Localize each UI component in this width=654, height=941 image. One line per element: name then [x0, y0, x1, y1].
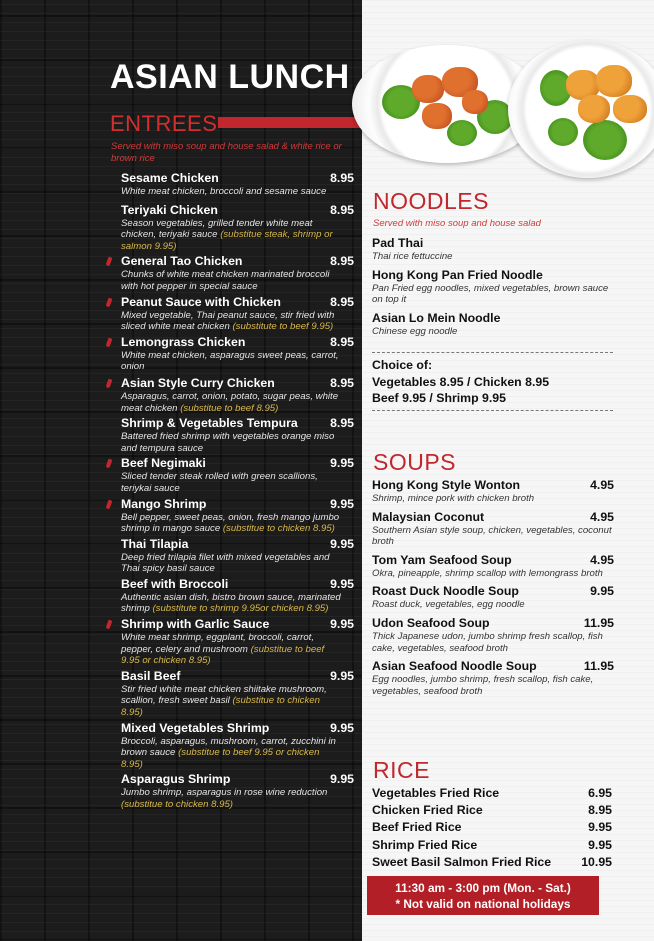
soup-price: 9.95: [590, 584, 614, 599]
rice-price: 9.95: [588, 820, 612, 835]
soups-heading: SOUPS: [373, 449, 457, 475]
soup-price: 11.95: [583, 615, 614, 630]
entree-name: Basil Beef: [121, 668, 181, 683]
entree-desc-text: White meat chicken, asparagus sweet peas, carrot, onion: [121, 349, 339, 373]
entree-desc-text: Authentic asian dish, bistro brown sauce, marinated shrimp: [121, 591, 341, 615]
soups-list: [372, 478, 614, 697]
spicy-pepper-icon: [106, 297, 113, 307]
soup-name: Tom Yam Seafood Soup: [372, 552, 512, 567]
noodle-row: [372, 311, 614, 326]
entree-row: [121, 295, 354, 310]
entree-price: 8.95: [330, 254, 354, 269]
entree-description: [121, 269, 341, 292]
entree-item: [104, 416, 354, 454]
spicy-pepper-icon: [106, 257, 113, 267]
soup-row: [372, 659, 614, 674]
entree-desc-text: Chunks of white meat chicken marinated broccoli with hot pepper in special sauce: [121, 269, 330, 292]
entree-item: [104, 721, 354, 771]
spicy-pepper-icon: [106, 379, 113, 389]
entree-name: Mixed Vegetables Shrimp: [121, 720, 270, 735]
entree-description: [121, 310, 341, 333]
entree-name: General Tao Chicken: [121, 254, 243, 269]
entree-description: [121, 471, 341, 494]
soup-description: Thick Japanese udon, jumbo shrimp fresh scallop, fish cake, vegetables, seafood broth: [372, 630, 603, 654]
entree-row: [121, 456, 354, 471]
entree-description: [121, 186, 341, 198]
entree-row: [121, 203, 354, 218]
noodle-description: Pan Fried egg noodles, mixed vegetables, brown sauce on top it: [372, 282, 609, 306]
entree-description: [121, 736, 341, 771]
spicy-pepper-icon: [106, 337, 113, 347]
noodles-list: [372, 236, 614, 337]
entree-price: 9.95: [330, 772, 354, 787]
entree-row: [121, 617, 354, 632]
entree-item: [104, 376, 354, 414]
entree-name: Sesame Chicken: [121, 171, 219, 185]
rice-price: 8.95: [588, 803, 612, 818]
entrees-served-note: Served with miso soup and house salad & white rice or brown rice: [111, 141, 342, 164]
entree-item: [104, 203, 354, 253]
entrees-heading: ENTREES: [110, 111, 218, 136]
entree-price: 9.95: [330, 576, 354, 591]
rice-name: Chicken Fried Rice: [372, 803, 483, 818]
entree-substitute: (substitue to chicken 8.95): [222, 523, 335, 535]
soup-description: Egg noodles, jumbo shrimp, fresh scallop, fish cake, vegetables, seafood broth: [372, 674, 594, 697]
entree-name: Asparagus Shrimp: [121, 772, 231, 787]
soup-item: [372, 584, 614, 611]
entree-desc-text: White meat chicken, broccoli and sesame sauce: [121, 186, 327, 197]
soup-item: [372, 616, 614, 654]
noodle-row: [372, 236, 614, 251]
entree-desc-text: Battered fried shrimp with vegetables orange miso and tempura sauce: [121, 431, 335, 454]
entree-row: [121, 721, 354, 736]
choice-line-1: Vegetables 8.95 / Chicken 8.95: [372, 374, 550, 389]
soup-name: Hong Kong Style Wonton: [372, 478, 520, 492]
noodles-heading: NOODLES: [373, 188, 489, 214]
rice-price: 10.95: [581, 854, 612, 869]
entree-row: [121, 772, 354, 787]
entree-item: [104, 577, 354, 615]
entree-name: Thai Tilapia: [121, 536, 189, 551]
entrees-heading-bar: [218, 117, 362, 128]
entree-item: [104, 171, 354, 198]
noodle-row: [372, 268, 614, 283]
rice-item: [372, 819, 612, 836]
noodle-name: Hong Kong Pan Fried Noodle: [372, 267, 543, 282]
entree-price: 8.95: [330, 294, 354, 309]
entree-description: [121, 512, 341, 535]
entree-substitute: (substitue to beef 9.95 or chicken 8.95): [121, 747, 320, 770]
soup-item: [372, 553, 614, 580]
entree-price: 8.95: [330, 202, 354, 217]
entree-desc-text: Mixed vegetable, Thai peanut sauce, stir fried with sliced white meat chicken: [121, 309, 335, 333]
soup-row: [372, 553, 614, 568]
entree-name: Mango Shrimp: [121, 496, 207, 511]
entree-row: [121, 335, 354, 350]
rice-item: [372, 837, 612, 854]
entree-item: [104, 669, 354, 719]
rice-item: [372, 802, 612, 819]
entree-name: Shrimp with Garlic Sauce: [121, 617, 270, 632]
entree-desc-text: Bell pepper, sweet peas, onion, fresh mango jumbo shrimp in mango sauce: [121, 511, 340, 535]
entree-price: 8.95: [330, 171, 354, 185]
entree-name: Beef Negimaki: [121, 456, 206, 471]
entree-row: [121, 171, 354, 186]
entree-price: 9.95: [330, 617, 354, 632]
soup-price: 11.95: [583, 659, 614, 674]
rice-name: Shrimp Fried Rice: [372, 837, 478, 852]
entrees-list: [104, 171, 354, 811]
entree-row: [121, 537, 354, 552]
spicy-pepper-icon: [106, 459, 113, 469]
spicy-pepper-icon: [106, 499, 113, 509]
noodle-name: Asian Lo Mein Noodle: [372, 310, 501, 325]
entree-desc-text: White meat shrimp, eggplant, broccoli, carrot, pepper, celery and mushroom: [121, 632, 315, 655]
entree-price: 9.95: [330, 668, 354, 683]
entree-desc-text: Sliced tender steak rolled with green scallions, teriykai sauce: [121, 471, 318, 494]
entree-name: Lemongrass Chicken: [121, 334, 246, 349]
soup-price: 4.95: [590, 509, 614, 524]
soup-row: [372, 616, 614, 631]
rice-item: [372, 854, 612, 871]
soup-description: Okra, pineapple, shrimp scallop with lemongrass broth: [372, 567, 603, 579]
entree-price: 8.95: [330, 334, 354, 349]
entree-desc-text: Stir fried white meat chicken shiitake mushroom, scallion, fresh sweet basil: [121, 683, 327, 707]
entree-item: [104, 497, 354, 535]
soup-name: Asian Seafood Noodle Soup: [372, 659, 537, 674]
soup-name: Roast Duck Noodle Soup: [372, 584, 519, 599]
entree-item: [104, 254, 354, 292]
soup-row: [372, 584, 614, 599]
entree-item: [104, 617, 354, 667]
noodle-description: Thai rice fettuccine: [372, 251, 453, 262]
entree-description: [121, 391, 341, 414]
entree-name: Beef with Broccoli: [121, 576, 229, 591]
entree-description: [121, 684, 341, 719]
entree-substitute: (substitute to shrimp 9.95or chicken 8.95): [152, 603, 329, 615]
soup-item: [372, 478, 614, 505]
entree-item: [104, 537, 354, 575]
entree-substitute: (substitue steak, shrimp or salmon 9.95): [121, 229, 333, 252]
entree-description: [121, 632, 341, 667]
soup-price: 4.95: [590, 552, 614, 567]
entree-desc-text: Season vegetables, grilled tender white meat chicken, teriyaki sauce: [121, 217, 313, 241]
entree-row: [121, 254, 354, 269]
soup-name: Malaysian Coconut: [372, 509, 485, 524]
entree-item: [104, 772, 354, 810]
entree-substitute: (substitue to beef 9.95 or chicken 8.95): [121, 643, 325, 667]
noodle-item: [372, 268, 614, 306]
entree-substitute: (substitue to beef 8.95): [180, 402, 279, 414]
entree-item: [104, 456, 354, 494]
entree-desc-text: Broccoli, asparagus, mushroom, carrot, zucchini in brown sauce: [121, 735, 336, 759]
entree-price: 9.95: [330, 720, 354, 735]
choice-line-2: Beef 9.95 / Shrimp 9.95: [372, 391, 506, 405]
entree-row: [121, 416, 354, 431]
rice-price: 6.95: [588, 786, 612, 800]
entree-desc-text: Deep fried trilapia filet with mixed vegetables and Thai spicy basil sauce: [121, 551, 330, 575]
holiday-note: * Not valid on national holidays: [395, 897, 571, 911]
soup-item: [372, 659, 614, 697]
entree-name: Asian Style Curry Chicken: [121, 375, 275, 390]
entree-row: [121, 497, 354, 512]
noodle-name: Pad Thai: [372, 236, 424, 250]
entree-substitute: (substitue to chicken 8.95): [121, 695, 320, 719]
entree-price: 9.95: [330, 536, 354, 551]
entree-desc-text: Jumbo shrimp, asparagus in rose wine reduction: [121, 787, 328, 799]
soup-description: Southern Asian style soup, chicken, vegetables, coconut broth: [372, 524, 612, 548]
entree-name: Peanut Sauce with Chicken: [121, 294, 281, 309]
spicy-pepper-icon: [106, 620, 113, 630]
soup-name: Udon Seafood Soup: [372, 615, 490, 630]
rice-heading: RICE: [373, 757, 430, 783]
soup-item: [372, 510, 614, 548]
rice-list: [372, 785, 612, 871]
entree-item: [104, 335, 354, 373]
rice-price: 9.95: [588, 837, 612, 852]
noodles-served-note: Served with miso soup and house salad: [373, 218, 541, 229]
noodle-item: [372, 311, 614, 338]
soup-row: [372, 510, 614, 525]
entree-price: 8.95: [330, 375, 354, 390]
entree-description: [121, 350, 341, 373]
soup-description: Roast duck, vegetables, egg noodle: [372, 599, 525, 611]
entree-row: [121, 669, 354, 684]
rice-name: Beef Fried Rice: [372, 820, 462, 835]
entree-price: 9.95: [330, 456, 354, 471]
entree-description: [121, 787, 341, 810]
noodle-description: Chinese egg noodle: [372, 325, 458, 337]
entree-description: [121, 431, 341, 454]
noodles-choice-box: [372, 352, 613, 411]
page-title: ASIAN LUNCH: [110, 58, 350, 96]
entree-item: [104, 295, 354, 333]
entree-description: [121, 218, 341, 253]
entree-name: Shrimp & Vegetables Tempura: [121, 416, 298, 431]
entree-substitute: (substitue to chicken 8.95): [121, 799, 233, 810]
entree-description: [121, 592, 341, 615]
rice-name: Sweet Basil Salmon Fried Rice: [372, 854, 552, 869]
soup-price: 4.95: [590, 478, 614, 492]
soup-description: Shrimp, mince pork with chicken broth: [372, 493, 535, 504]
hours-line: 11:30 am - 3:00 pm (Mon. - Sat.): [395, 881, 571, 895]
soup-row: [372, 478, 614, 493]
entree-desc-text: Asparagus, carrot, onion, potato, sugar peas, white meat chicken: [121, 390, 339, 414]
food-plate-image-2: [508, 40, 654, 178]
entree-row: [121, 376, 354, 391]
choice-label: Choice of:: [372, 358, 433, 372]
entree-price: 9.95: [330, 496, 354, 511]
entree-description: [121, 552, 341, 575]
rice-name: Vegetables Fried Rice: [372, 786, 500, 800]
entree-name: Teriyaki Chicken: [121, 202, 218, 217]
noodle-item: [372, 236, 614, 263]
entree-row: [121, 577, 354, 592]
lunch-hours-banner: [367, 876, 599, 915]
entree-price: 8.95: [330, 416, 354, 431]
entree-substitute: (substitute to beef 9.95): [232, 321, 334, 333]
rice-item: [372, 785, 612, 802]
